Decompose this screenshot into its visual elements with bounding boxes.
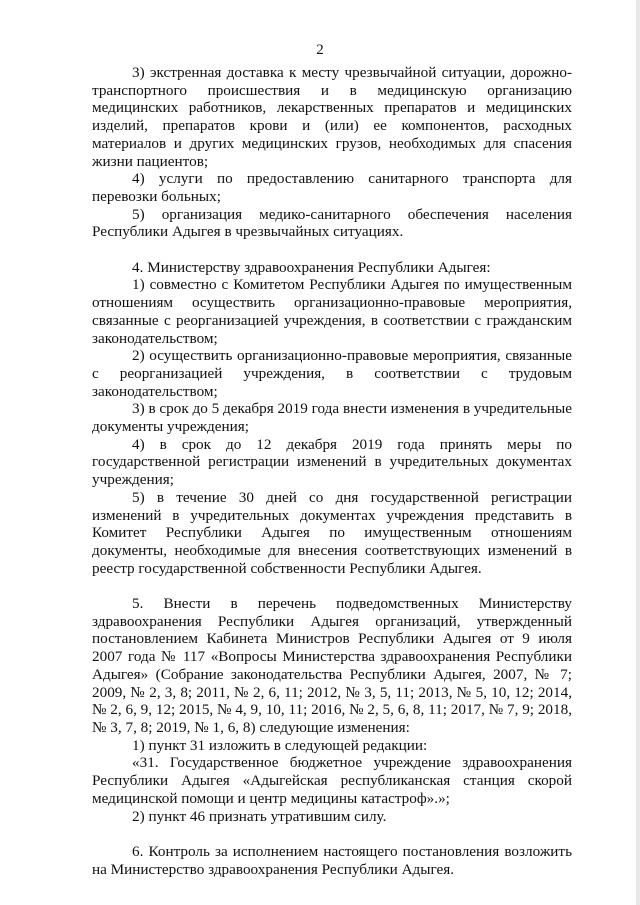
- paragraph-3-5-medical-support: 5) организация медико-санитарного обеспечения населения Республики Адыгея в чрезвычайных ситуациях.: [92, 205, 572, 241]
- paragraph-5-2: 2) пункт 46 признать утратившим силу.: [132, 807, 387, 825]
- paragraph-3-4-sanitary-transport: 4) услуги по предоставлению санитарного транспорта для перевозки больных;: [92, 170, 572, 205]
- paragraph-5-1: 1) пункт 31 изложить в следующей редакции:: [132, 736, 428, 754]
- section-6: 6. Контроль за исполнением настоящего постановления возложить на Министерство здравоохранения Республики Адыгея.: [92, 842, 572, 878]
- document-body: [92, 64, 572, 878]
- paragraph-5-1-quote: «31. Государственное бюджетное учреждение здравоохранения Республики Адыгея «Адыгейская республиканская станция скорой медицинской помощи и центр медицины катастроф».»;: [92, 754, 572, 807]
- paragraph-4-4: 4) в срок до 12 декабря 2019 года принять меры по государственной регистрации изменений в учредительных документах учреждения;: [92, 435, 572, 489]
- paragraph-4-5: 5) в течение 30 дней со дня государственной регистрации изменений в учредительных документах учреждения представить в Комитет Республики Адыгея по имущественным отношениям документы, необходимые для внесения соответствующих изменений в реестр государственной собственности Республики Адыгея.: [92, 488, 572, 577]
- page-number: 2: [316, 42, 324, 58]
- scan-edge: [636, 0, 640, 905]
- section-5-intro: 5. Внести в перечень подведомственных Министерству здравоохранения Республики Адыгея организаций, утвержденный постановлением Кабинета Министров Республики Адыгея от 9 июля 2007 года № 117 «Вопросы Министерства здравоохранения Республики Адыгея» (Собрание законодательства Республики Адыгея, 2007, № 7; 2009, № 2, 3, 8; 2011, № 2, 6, 11; 2012, № 3, 5, 11; 2013, № 5, 10, 12; 2014, № 2, 6, 9, 12; 2015, № 4, 9, 10, 11; 2016, № 2, 5, 6, 8, 11; 2017, № 7, 9; 2018, № 3, 7, 8; 2019, № 1, 6, 8) следующие изменения:: [92, 595, 572, 736]
- paragraph-4-1: 1) совместно с Комитетом Республики Адыгея по имущественным отношениям осуществить организационно-правовые мероприятия, связанные с реорганизацией учреждения, в соответствии с гражданским законодательством;: [92, 276, 572, 347]
- paragraph-4-3: 3) в срок до 5 декабря 2019 года внести изменения в учредительные документы учреждения;: [92, 400, 572, 436]
- section-4-heading: 4. Министерству здравоохранения Республики Адыгея:: [132, 258, 491, 276]
- paragraph-4-2: 2) осуществить организационно-правовые мероприятия, связанные с реорганизацией учреждения, в соответствии с трудовым законодательством;: [92, 347, 572, 400]
- paragraph-3-3-emergency-delivery: 3) экстренная доставка к месту чрезвычайной ситуации, дорожно-транспортного происшествия и в медицинскую организацию медицинских работников, лекарственных препаратов и медицинских изделий, препаратов крови и (или) ее компонентов, расходных материалов и других медицинских грузов, необходимых для спасения жизни пациентов;: [92, 64, 572, 170]
